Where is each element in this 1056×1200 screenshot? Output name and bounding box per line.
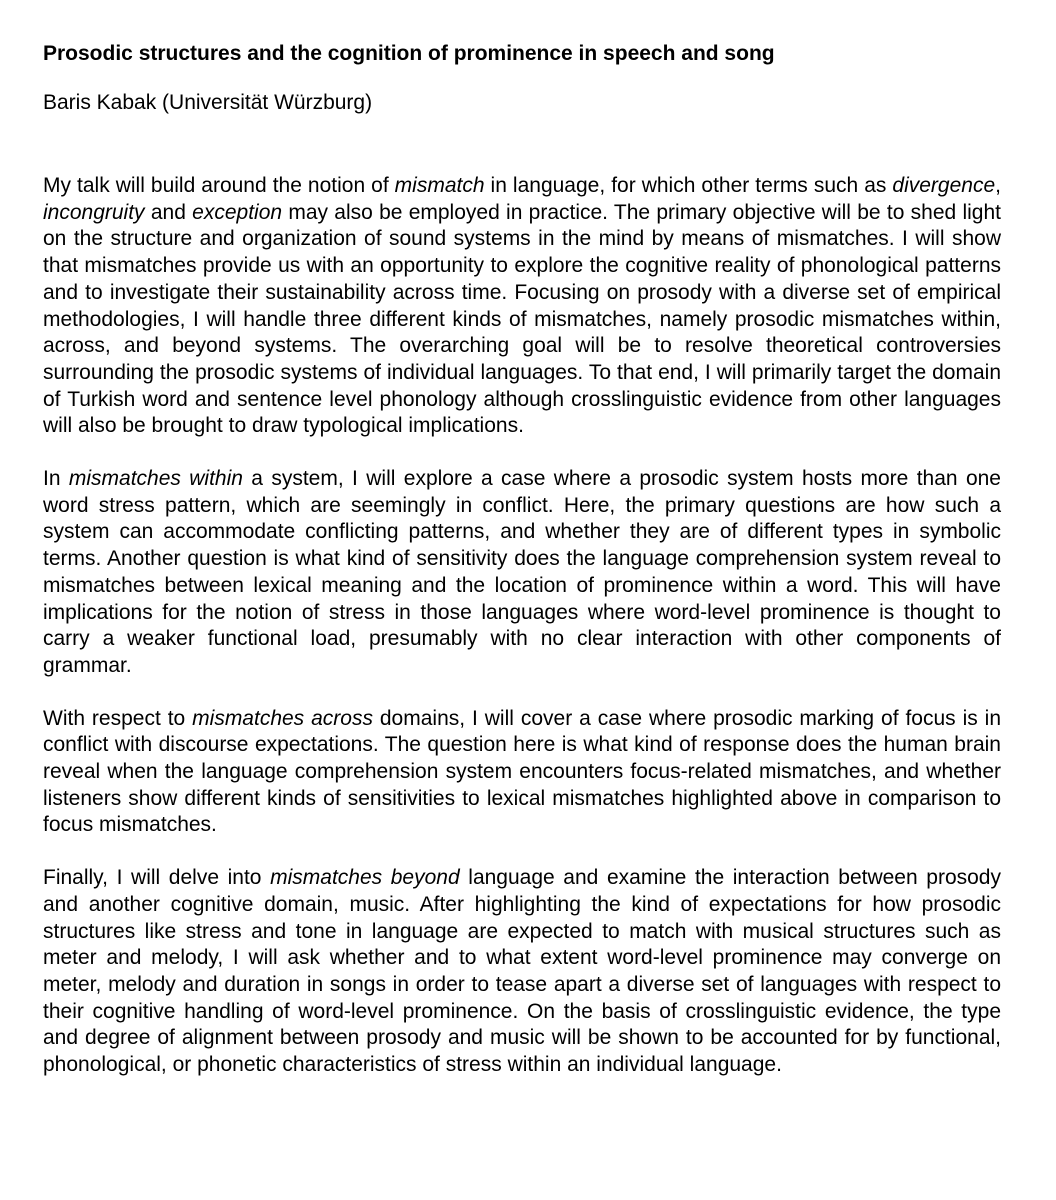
text-span: Finally, I will delve into	[43, 866, 271, 890]
italic-term: mismatches within	[68, 467, 243, 491]
italic-term: divergence	[892, 174, 996, 197]
text-span: With respect to	[43, 706, 193, 730]
text-span: ,	[995, 174, 1001, 197]
text-span: and	[144, 200, 193, 224]
text-span: language and examine the interaction between prosody and another cognitive domain, music. After highlighting the kind of expectations for how prosodic structures like stress and tone in language are expected to match with musical structures such as meter and melody, I will ask whether and to what extent word-level prominence may converge on meter, melody and duration in songs in order to tease apart a diverse set of languages with respect to their cognitive handling of word-level prominence. On the basis of crosslinguistic evidence, the type and degree of alignment between prosody and music will be shown to be accounted for by functional, phonological, or phonetic characteristics of stress within an individual language.	[43, 866, 1001, 1077]
document-author: Baris Kabak (Universität Würzburg)	[43, 91, 373, 114]
italic-term: exception	[192, 200, 283, 224]
document-page	[43, 38, 1001, 1079]
text-span: in language, for which other terms such as	[484, 174, 893, 197]
text-span: may also be employed in practice. The primary objective will be to shed light on the structure and organization of sound systems in the mind by means of mismatches. I will show that mismatches provide us with an opportunity to explore the cognitive reality of phonological patterns and to investigate their sustainability across time. Focusing on prosody with a diverse set of empirical methodologies, I will handle three different kinds of mismatches, namely prosodic mismatches within, across, and beyond systems. The overarching goal will be to resolve theoretical controversies surrounding the prosodic systems of individual languages. To that end, I will primarily target the domain of Turkish word and sentence level phonology although crosslinguistic evidence from other languages will also be brought to draw typological implications.	[43, 200, 1001, 438]
paragraph-intro	[43, 173, 1001, 440]
document-body	[43, 173, 1001, 1079]
paragraph-mismatches-within	[43, 466, 1001, 680]
italic-term: mismatches beyond	[270, 866, 460, 890]
text-span: In	[43, 467, 69, 491]
paragraph-mismatches-beyond	[43, 865, 1001, 1079]
document-title: Prosodic structures and the cognition of prominence in speech and song	[43, 42, 775, 65]
text-span: My talk will build around the notion of	[43, 174, 395, 197]
paragraph-mismatches-across	[43, 706, 1001, 840]
italic-term: mismatch	[394, 174, 485, 197]
italic-term: incongruity	[43, 200, 145, 224]
text-span: domains, I will cover a case where prosodic marking of focus is in conflict with discourse expectations. The question here is what kind of response does the human brain reveal when the language comprehension system encounters focus-related mismatches, and whether listeners show different kinds of sensitivities to lexical mismatches highlighted above in comparison to focus mismatches.	[43, 706, 1001, 837]
italic-term: mismatches across	[192, 706, 373, 730]
text-span: a system, I will explore a case where a prosodic system hosts more than one word stress pattern, which are seemingly in conflict. Here, the primary questions are how such a system can accommodate conflicting patterns, and whether they are of different types in symbolic terms. Another question is what kind of sensitivity does the language comprehension system reveal to mismatches between lexical meaning and the location of prominence within a word. This will have implications for the notion of stress in those languages where word-level prominence is thought to carry a weaker functional load, presumably with no clear interaction with other components of grammar.	[43, 467, 1001, 677]
